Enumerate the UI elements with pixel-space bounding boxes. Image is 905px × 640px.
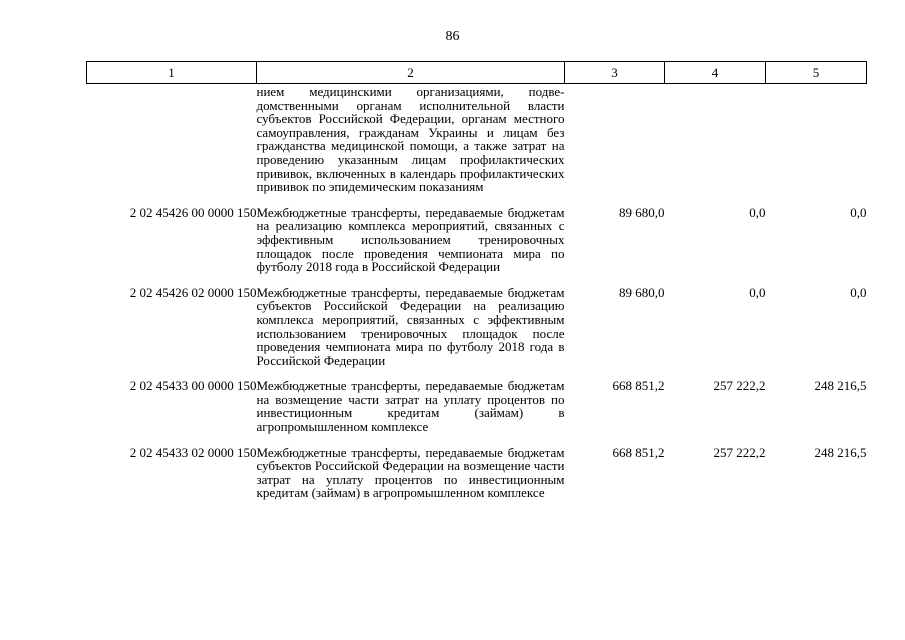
column-number-header-row	[87, 62, 867, 84]
column-header-2: 2	[257, 62, 565, 84]
amount-col-3: 668 851,2	[612, 378, 665, 394]
amount-col-5: 248 216,5	[814, 444, 867, 460]
amount-col-5: 0,0	[850, 284, 867, 300]
column-header-4: 4	[665, 62, 766, 84]
table-row	[87, 373, 867, 439]
budget-code: 2 02 45433 02 0000 150	[129, 444, 257, 460]
page-number: 86	[445, 29, 460, 44]
amount-col-4: 257 222,2	[713, 378, 766, 394]
amount-col-4: 0,0	[749, 204, 766, 220]
revenue-name: Межбюджетные трансферты, передаваемые бюджетам на реализацию комплекса мероприятий, связанных с эффективным использованием тренировочных площадок после проведения чемпионата мира по футболу 2018 года в Российской Федерации	[256, 204, 565, 275]
revenue-name: Межбюджетные трансферты, передаваемые бюджетам субъектов Российской Федерации на возмещение части затрат на уплату процентов по инвестиционным кредитам (займам) в агропромышленном комплексе	[256, 444, 565, 501]
column-header-3: 3	[565, 62, 665, 84]
amount-col-3: 668 851,2	[612, 444, 665, 460]
budget-revenue-table	[86, 61, 867, 506]
amount-col-5: 248 216,5	[814, 378, 867, 394]
table-row	[87, 200, 867, 280]
table-row	[87, 440, 867, 506]
continuation-code-cell	[87, 84, 257, 200]
budget-code: 2 02 45433 00 0000 150	[129, 378, 257, 394]
column-header-5: 5	[766, 62, 867, 84]
budget-code: 2 02 45426 00 0000 150	[129, 204, 257, 220]
amount-col-5: 0,0	[850, 204, 867, 220]
budget-code: 2 02 45426 02 0000 150	[129, 284, 257, 300]
continuation-text: нием медицинскими организациями, подведомственными органам исполнительной власти субъектов Российской Федерации, органам местного самоуправления, гражданам Украины и лицам без гражданства медицинской помощи, а также затрат на проведению указанным лицам профилактических прививок, включенных в календарь профилактических прививок по эпидемическим показаниям	[256, 84, 565, 195]
revenue-name: Межбюджетные трансферты, передаваемые бюджетам на возмещение части затрат на уплату процентов по инвестиционным кредитам (займам) в агропромышленном комплексе	[256, 378, 565, 435]
amount-col-3: 89 680,0	[619, 284, 665, 300]
continuation-row	[87, 84, 867, 200]
column-header-1: 1	[87, 62, 257, 84]
amount-col-4: 257 222,2	[713, 444, 766, 460]
table-row	[87, 280, 867, 374]
amount-col-3: 89 680,0	[619, 204, 665, 220]
revenue-name: Межбюджетные трансферты, передаваемые бюджетам субъектов Российской Федерации на реализацию комплекса мероприятий, связанных с эффективным использованием тренировочных площадок после проведения чемпионата мира по футболу 2018 года в Российской Федерации	[256, 284, 565, 368]
amount-col-4: 0,0	[749, 284, 766, 300]
